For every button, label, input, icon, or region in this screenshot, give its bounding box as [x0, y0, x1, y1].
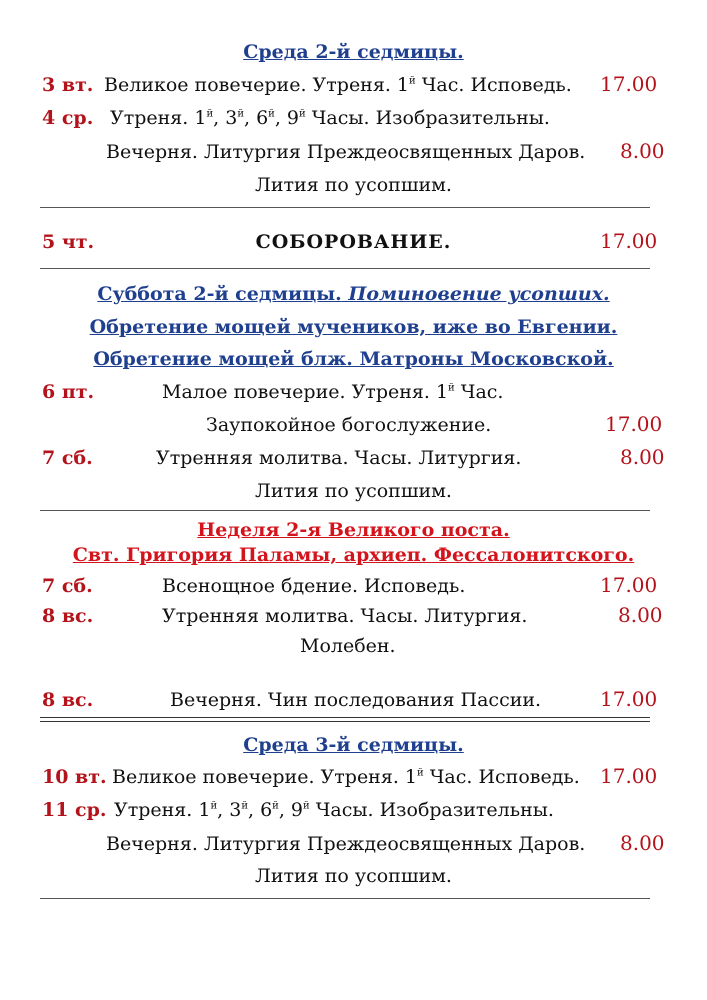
service-text: Малое повечерие. Утреня. $1^й$ Час.: [162, 381, 504, 403]
section-header-relics-matrona: Обретение мощей блж. Матроны Московской.: [93, 348, 614, 370]
service-text: Лития по усопшим.: [255, 480, 452, 502]
service-text: Вечерня. Чин последования Пассии.: [170, 689, 542, 711]
section-header-sunday-2-lent: Неделя 2-я Великого поста.: [197, 519, 510, 541]
service-time: 8.00: [620, 831, 665, 855]
divider: [40, 898, 650, 899]
service-time: 17.00: [600, 764, 658, 788]
service-time: 8.00: [620, 445, 665, 469]
service-text: Вечерня. Литургия Преждеосвященных Даров.: [106, 833, 586, 855]
day-label: 8 вс.: [42, 689, 94, 711]
service-time: 17.00: [600, 573, 658, 597]
day-label: 7 сб.: [42, 447, 93, 469]
divider: [40, 207, 650, 208]
day-label: 8 вс.: [42, 605, 94, 627]
service-time: 17.00: [600, 72, 658, 96]
section-header-relics-martyrs: Обретение мощей мучеников, иже во Евгении.: [89, 316, 618, 338]
day-label: 11 ср.: [42, 799, 107, 821]
section-header-gregory-palamas: Свт. Григория Паламы, архиеп. Фессалонитского.: [72, 544, 635, 566]
section-header-saturday-2: Суббота 2-й седмицы. Поминовение усопших.: [97, 283, 610, 305]
service-text: Утренняя молитва. Часы. Литургия.: [156, 447, 522, 469]
service-text: Лития по усопшим.: [255, 174, 452, 196]
day-label: 10 вт.: [42, 766, 107, 788]
day-label: 7 сб.: [42, 575, 93, 597]
service-text: Утренняя молитва. Часы. Литургия.: [162, 605, 528, 627]
service-text: Заупокойное богослужение.: [206, 414, 492, 436]
divider: [40, 510, 650, 511]
divider: [40, 717, 650, 722]
service-time: 8.00: [618, 603, 663, 627]
service-time: 17.00: [605, 412, 663, 436]
unction-service: СОБОРОВАНИЕ.: [255, 231, 452, 253]
day-label: 4 ср.: [42, 107, 94, 129]
section-header-wednesday-3: Среда 3-й седмицы.: [243, 734, 464, 756]
service-text: Вечерня. Литургия Преждеосвященных Даров.: [106, 141, 586, 163]
service-text: Всенощное бдение. Исповедь.: [162, 575, 466, 597]
service-text: Утреня. $1^й$, $3^й$, $6^й$, $9^й$ Часы. Изобразительны.: [110, 107, 550, 129]
service-text: Утреня. $1^й$, $3^й$, $6^й$, $9^й$ Часы. Изобразительны.: [114, 799, 554, 821]
divider: [40, 268, 650, 269]
day-label: 5 чт.: [42, 231, 95, 253]
section-header-wednesday-2: Среда 2-й седмицы.: [243, 41, 464, 63]
service-text: Лития по усопшим.: [255, 865, 452, 887]
day-label: 3 вт.: [42, 74, 94, 96]
service-text: Молебен.: [300, 635, 396, 657]
day-label: 6 пт.: [42, 381, 95, 403]
service-text: Великое повечерие. Утреня. $1^й$ Час. Исповедь.: [104, 74, 572, 96]
service-time: 17.00: [600, 229, 658, 253]
service-text: Великое повечерие. Утреня. $1^й$ Час. Исповедь.: [112, 766, 580, 788]
service-time: 17.00: [600, 687, 658, 711]
service-time: 8.00: [620, 139, 665, 163]
